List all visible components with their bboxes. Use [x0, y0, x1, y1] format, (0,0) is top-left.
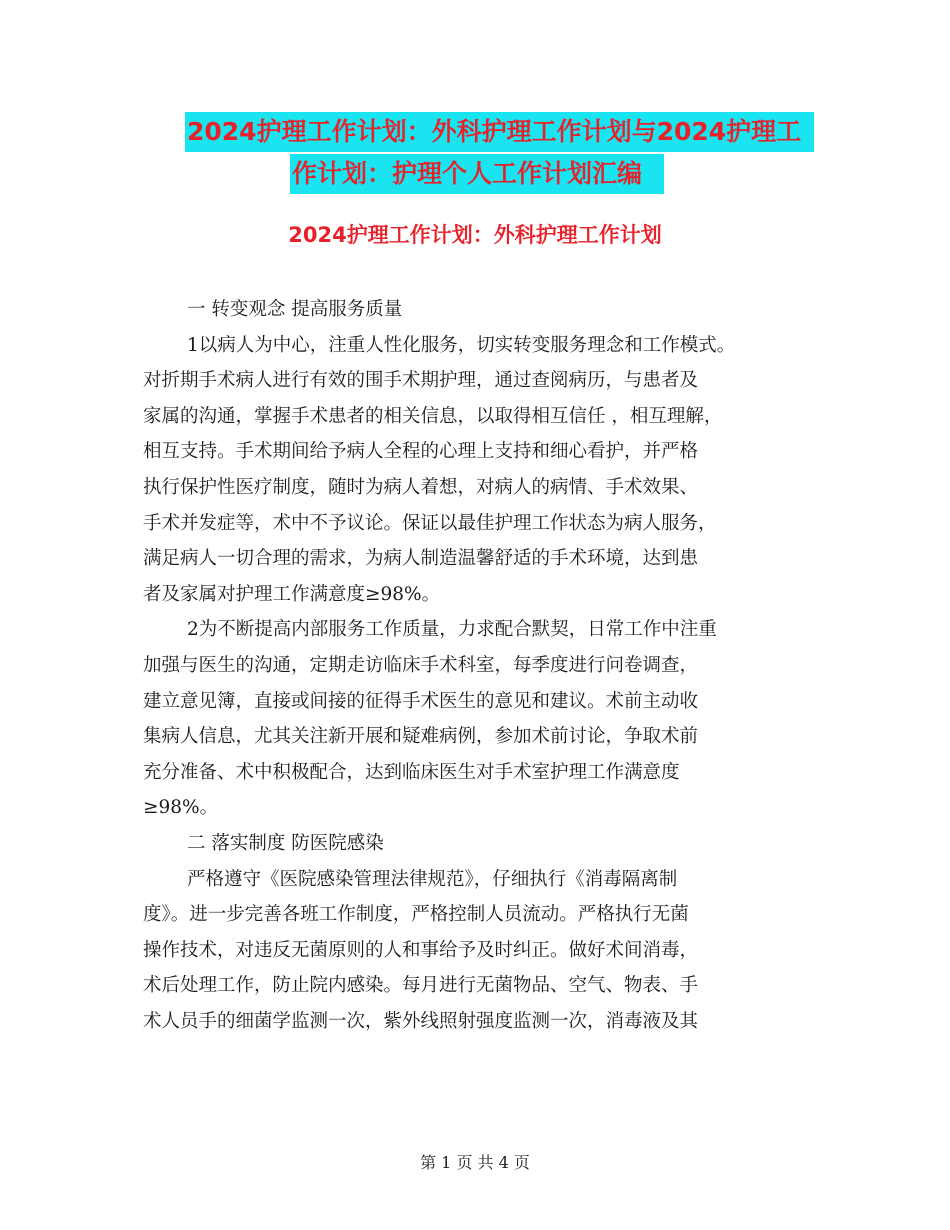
- body-line: 术人员手的细菌学监测一次，紫外线照射强度监测一次，消毒液及其: [143, 1010, 699, 1032]
- section-title: 2024护理工作计划：外科护理工作计划: [288, 223, 662, 247]
- document-body: [143, 292, 823, 1039]
- body-line: 对折期手术病人进行有效的围手术期护理，通过查阅病历，与患者及: [143, 370, 699, 392]
- body-line: 二 落实制度 防医院感染: [187, 832, 384, 854]
- title-line-2: 作计划：护理个人工作计划汇编: [290, 154, 664, 194]
- body-line: 集病人信息，尤其关注新开展和疑难病例，参加术前讨论，争取术前: [143, 726, 699, 748]
- body-line: 家属的沟通，掌握手术患者的相关信息，以取得相互信任 ，相互理解，: [143, 405, 723, 427]
- body-line: 满足病人一切合理的需求，为病人制造温馨舒适的手术环境，达到患: [143, 548, 699, 570]
- body-line: 1以病人为中心，注重人性化服务，切实转变服务理念和工作模式。: [187, 334, 736, 356]
- body-line: 一 转变观念 提高服务质量: [187, 299, 403, 320]
- body-line: 严格遵守《医院感染管理法律规范》，仔细执行《消毒隔离制: [187, 868, 678, 890]
- body-line: 术后处理工作，防止院内感染。每月进行无菌物品、空气、物表、手: [143, 975, 699, 997]
- body-line: 加强与医生的沟通，定期走访临床手术科室，每季度进行问卷调查，: [143, 654, 699, 676]
- body-line: 建立意见簿，直接或间接的征得手术医生的意见和建议。术前主动收: [143, 690, 699, 712]
- body-line: 充分准备、术中积极配合，达到临床医生对手术室护理工作满意度: [143, 761, 680, 783]
- title-line-1: 2024护理工作计划：外科护理工作计划与2024护理工: [185, 112, 814, 152]
- body-line: 者及家属对护理工作满意度≥98%。: [143, 583, 441, 605]
- body-line: 度》。进一步完善各班工作制度，严格控制人员流动。严格执行无菌: [143, 904, 689, 926]
- body-line: 执行保护性医疗制度，随时为病人着想，对病人的病情、手术效果、: [143, 476, 699, 498]
- body-line: 手术并发症等，术中不予议论。保证以最佳护理工作状态为病人服务，: [143, 512, 717, 534]
- body-line: 相互支持。手术期间给予病人全程的心理上支持和细心看护，并严格: [143, 441, 699, 463]
- body-line: 2为不断提高内部服务工作质量，力求配合默契，日常工作中注重: [187, 619, 717, 641]
- page-footer: 第 1 页 共 4 页: [420, 1153, 530, 1172]
- body-line: 操作技术，对违反无菌原则的人和事给予及时纠正。做好术间消毒，: [143, 939, 699, 961]
- body-line: ≥98%。: [143, 797, 219, 819]
